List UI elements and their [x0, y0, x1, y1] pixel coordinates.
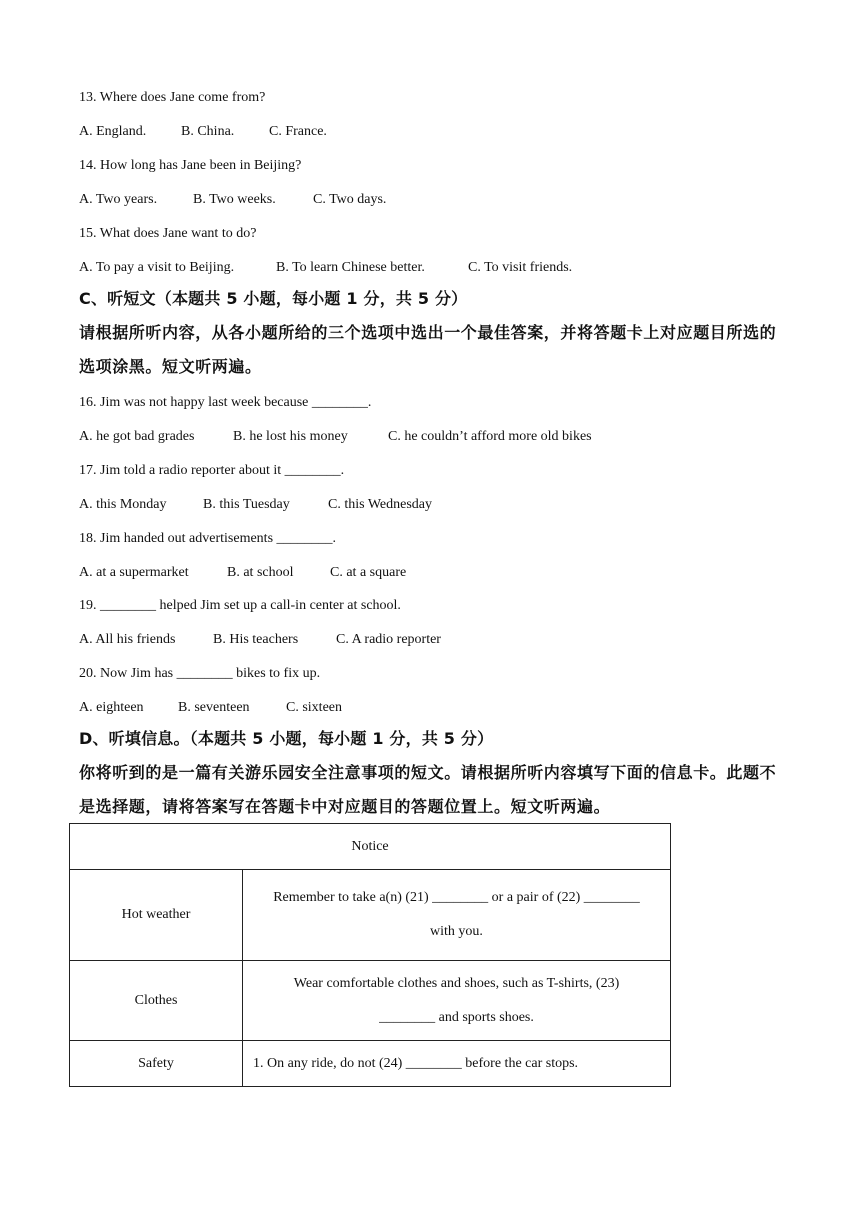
option-20-b: B. seventeen [178, 700, 250, 715]
section-d-heading: D、听填信息。（本题共 5 小题，每小题 1 分，共 5 分） [79, 729, 494, 748]
option-20-a: A. eighteen [79, 700, 144, 715]
table-row [70, 961, 671, 1041]
option-15-c: C. To visit friends. [468, 260, 573, 275]
question-14: 14. How long has Jane been in Beijing? [79, 158, 302, 173]
option-17-b: B. this Tuesday [203, 497, 290, 512]
section-d-instruction: 你将听到的是一篇有关游乐园安全注意事项的短文。请根据所听内容填写下面的信息卡。此题不是选择题，请将答案写在答题卡中对应题目的答题位置上。短文听两遍。 [79, 763, 777, 816]
row-label-hot-weather: Hot weather [70, 870, 243, 961]
row-label-clothes: Clothes [70, 961, 243, 1041]
option-13-a: A. England. [79, 124, 147, 139]
section-c-heading: C、听短文（本题共 5 小题，每小题 1 分，共 5 分） [79, 289, 468, 308]
section-c-instruction: 请根据所听内容，从各小题所给的三个选项中选出一个最佳答案，并将答题卡上对应题目所选的选项涂黑。短文听两遍。 [79, 323, 777, 376]
option-15-b: B. To learn Chinese better. [276, 260, 425, 275]
option-19-b: B. His teachers [213, 632, 299, 647]
option-18-a: A. at a supermarket [79, 565, 189, 580]
hot-weather-line-1: Remember to take a(n) (21) ________ or a pair of (22) ________ [273, 890, 640, 905]
option-13-b: B. China. [181, 124, 235, 139]
clothes-line-1: Wear comfortable clothes and shoes, such as T-shirts, (23) [293, 975, 620, 991]
option-17-a: A. this Monday [79, 497, 167, 512]
notice-table [69, 823, 671, 1087]
option-13-c: C. France. [269, 124, 327, 139]
clothes-line-2: ________ and sports shoes. [379, 1009, 534, 1025]
question-15: 15. What does Jane want to do? [79, 226, 257, 241]
row-label-safety: Safety [70, 1041, 243, 1087]
row-value-hot-weather [243, 870, 671, 961]
hot-weather-line-2: with you. [430, 924, 483, 939]
option-19-c: C. A radio reporter [336, 632, 441, 647]
notice-title: Notice [70, 824, 671, 870]
question-13: 13. Where does Jane come from? [79, 90, 266, 105]
table-row [70, 870, 671, 961]
option-17-c: C. this Wednesday [328, 497, 432, 512]
option-16-a: A. he got bad grades [79, 429, 195, 444]
row-value-safety: 1. On any ride, do not (24) ________ before the car stops. [243, 1041, 671, 1087]
option-14-b: B. Two weeks. [193, 192, 276, 207]
table-row [70, 1041, 671, 1087]
question-19: 19. ________ helped Jim set up a call-in center at school. [79, 598, 401, 613]
question-20: 20. Now Jim has ________ bikes to fix up. [79, 666, 321, 681]
option-14-a: A. Two years. [79, 192, 158, 207]
question-18: 18. Jim handed out advertisements ________. [79, 531, 337, 546]
option-20-c: C. sixteen [286, 700, 342, 715]
option-16-b: B. he lost his money [233, 429, 348, 444]
question-16: 16. Jim was not happy last week because ________. [79, 395, 372, 410]
option-16-c: C. he couldn’t afford more old bikes [388, 429, 592, 444]
question-17: 17. Jim told a radio reporter about it ________. [79, 463, 345, 478]
option-18-c: C. at a square [330, 565, 407, 580]
option-15-a: A. To pay a visit to Beijing. [79, 260, 235, 275]
option-14-c: C. Two days. [313, 192, 387, 207]
row-value-clothes [243, 961, 671, 1041]
option-18-b: B. at school [227, 565, 294, 580]
option-19-a: A. All his friends [79, 632, 176, 647]
